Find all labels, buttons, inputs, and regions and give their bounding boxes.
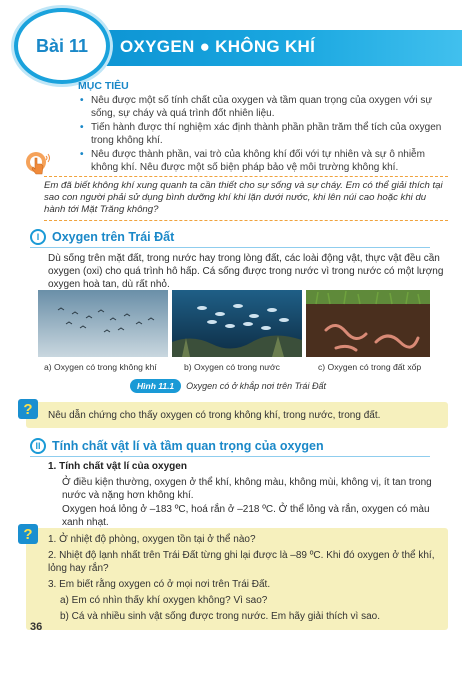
objectives-list [78, 94, 448, 174]
lesson-badge [14, 8, 110, 84]
section-2-title: Tính chất vật lí và tầm quan trọng của oxygen [52, 439, 324, 453]
caption-air: a) Oxygen có trong không khí [44, 362, 157, 372]
section-2-number: II [30, 438, 46, 454]
section-2-paragraph-1: Ở điều kiện thường, oxygen ở thể khí, không màu, không mùi, không vị, ít tan trong nước và nặng hơn không khí. [62, 477, 432, 501]
subsection-title: 1. Tính chất vật lí của oxygen [48, 461, 187, 472]
figure-text: Oxygen có ở khắp nơi trên Trái Đất [186, 381, 326, 391]
section-1-heading [30, 229, 174, 245]
section-1-paragraph: Dù sống trên mặt đất, trong nước hay trong lòng đất, các loài động vật, thực vật đều cần oxygen (oxi) cho quá trình hô hấp. Cá sống được trong nước vì trong nước có một lượng oxygen hoà tan, dù rất nhỏ. [48, 253, 444, 290]
question-mark-icon: ? [18, 399, 38, 419]
lesson-title: OXYGEN ● KHÔNG KHÍ [120, 37, 316, 56]
figure-label: Hình 11.1 [130, 379, 181, 393]
objectives-title: MỤC TIÊU [78, 80, 129, 92]
question-mark-icon: ? [18, 524, 38, 544]
question-subitem: a) Em có nhìn thấy khí oxygen không? Vì sao? [60, 595, 268, 606]
photo-soil-worms [306, 290, 430, 357]
section-1-divider [30, 247, 430, 248]
section-2-heading [30, 438, 324, 454]
section-2-paragraph-2: Oxygen hoá lỏng ở –183 ºC, hoá rắn ở –218 ºC. Ở thể lỏng và rắn, oxygen có màu xanh nhạt. [62, 504, 430, 528]
question-item: 3. Em biết rằng oxygen có ở mọi nơi trên Trái Đất. [48, 579, 271, 590]
section-1-title: Oxygen trên Trái Đất [52, 230, 175, 244]
objectives-block [78, 80, 448, 175]
section-2-divider [30, 456, 430, 457]
objective-item: • Tiến hành được thí nghiệm xác định thành phần phần trăm thể tích của oxygen trong không khí. [78, 121, 448, 147]
question-2-list [48, 533, 444, 626]
question-item: 1. Ở nhiệt độ phòng, oxygen tồn tại ở thể nào? [48, 534, 256, 545]
section-1-number: I [30, 229, 46, 245]
question-1-text: Nêu dẫn chứng cho thấy oxygen có trong không khí, trong nước, trong đất. [48, 410, 381, 421]
photo-underwater-fish [172, 290, 302, 357]
caption-water: b) Oxygen có trong nước [184, 362, 280, 372]
intro-text: Em đã biết không khí xung quanh ta cần thiết cho sự sống và sự cháy. Em có thể giải thích tại sao con người phải sử dụng bình dưỡng khí khi lặn dưới nước, khi lên núi cao hoặc khi du hành tới Mặt Trăng không? [44, 180, 443, 215]
intro-question [44, 176, 448, 221]
touch-hand-icon [24, 150, 52, 178]
question-item: 2. Nhiệt độ lạnh nhất trên Trái Đất từng ghi lại được là –89 ºC. Khi đó oxygen ở thể khí, lỏng hay rắn? [48, 550, 435, 574]
lesson-number: Bài 11 [35, 35, 89, 56]
caption-soil: c) Oxygen có trong đất xốp [318, 362, 422, 372]
question-subitem: b) Cá và nhiều sinh vật sống được trong nước. Em hãy giải thích vì sao. [60, 611, 380, 622]
objective-item: • Nêu được một số tính chất của oxygen và tầm quan trọng của oxygen với sự sống, sự cháy và quá trình đốt nhiên liệu. [78, 94, 448, 120]
photo-sky-birds [38, 290, 168, 357]
objective-item: • Nêu được thành phần, vai trò của không khí đối với tự nhiên và sự ô nhiễm không khí. Nêu được một số biện pháp bảo vệ môi trường không khí. [78, 148, 448, 174]
page-number: 36 [30, 621, 43, 633]
figure-caption [130, 379, 326, 393]
lesson-header [0, 0, 462, 80]
